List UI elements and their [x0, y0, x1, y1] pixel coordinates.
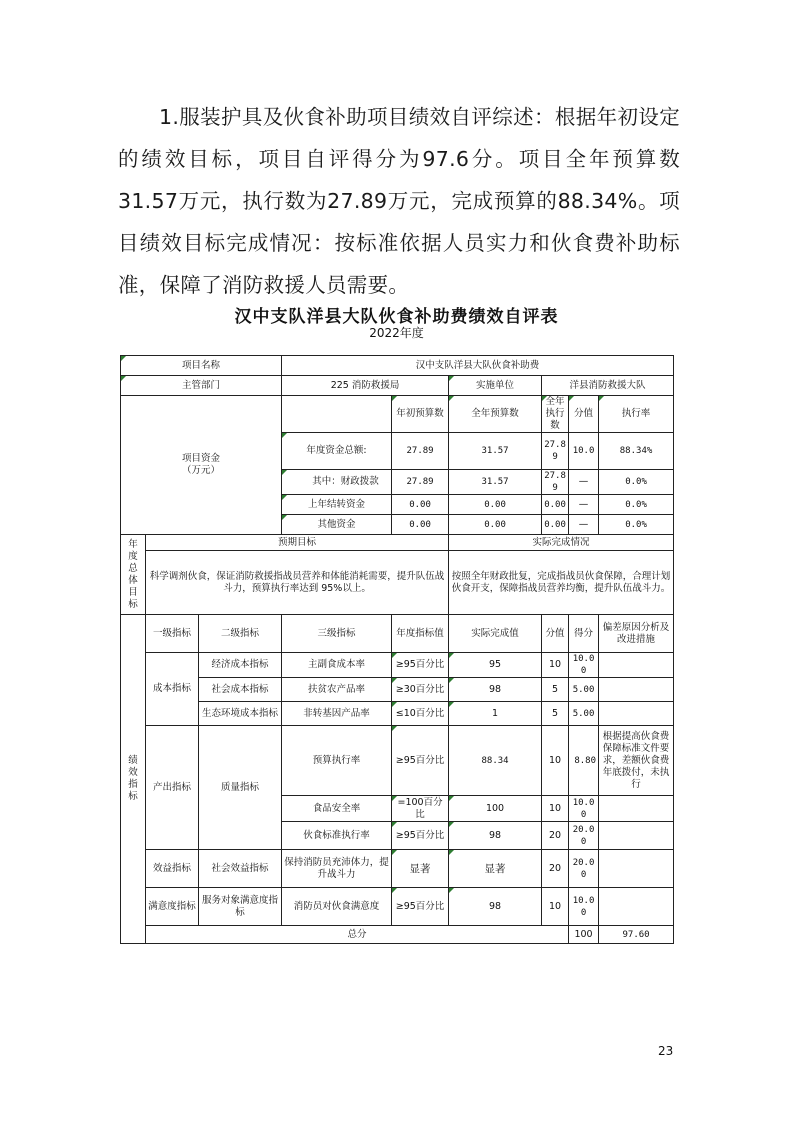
- funds-start: 0.00: [392, 515, 449, 535]
- impl-unit-value: 洋县消防救援大队: [542, 376, 674, 396]
- funds-value: —: [569, 515, 599, 535]
- note-cell: [599, 702, 674, 726]
- page-number: 23: [658, 1044, 674, 1058]
- score-cell: 10.00: [569, 653, 599, 678]
- target-cell: ≥95百分比: [392, 822, 449, 850]
- note-cell: [599, 796, 674, 822]
- funds-exec: 27.89: [542, 433, 569, 470]
- note-cell: [599, 822, 674, 850]
- funds-exec: 0.00: [542, 515, 569, 535]
- actual-status-text: 按照全年财政批复，完成指战员伙食保障，合理计划伙食开支，保障指战员营养均衡，提升队伍战斗力。: [449, 551, 674, 615]
- value-cell: 20: [542, 822, 569, 850]
- lvl2-cell: 社会成本指标: [199, 678, 282, 702]
- lvl1-output: 产出指标: [146, 726, 199, 850]
- target-cell: 显著: [392, 850, 449, 888]
- actual-cell: 100: [449, 796, 542, 822]
- score-cell: 10.00: [569, 888, 599, 926]
- funds-exec: 0.00: [542, 495, 569, 515]
- score-cell: 5.00: [569, 702, 599, 726]
- actual-cell: 显著: [449, 850, 542, 888]
- funds-exec: 27.89: [542, 470, 569, 495]
- note-cell: 根据提高伙食费保障标准文件要求，差额伙食费年底拨付，未执行: [599, 726, 674, 796]
- perf-indicator-label: 绩 效 指 标: [121, 615, 146, 944]
- project-name-label: 项目名称: [121, 356, 282, 376]
- funds-rate: 0.0%: [599, 495, 674, 515]
- value-cell: 10: [542, 653, 569, 678]
- table-title: 汉中支队洋县大队伙食补助费绩效自评表: [234, 307, 559, 327]
- evaluation-table: [120, 355, 674, 944]
- note-cell: [599, 850, 674, 888]
- annual-goal-label: 年 度 总 体 目 标: [121, 535, 146, 615]
- indicator-row: [121, 702, 674, 726]
- value-cell: 20: [542, 850, 569, 888]
- funds-row-label: 其他资金: [282, 515, 392, 535]
- score-cell: 20.00: [569, 850, 599, 888]
- col-exec-rate: 执行率: [599, 396, 674, 433]
- dept-row: [121, 376, 674, 396]
- actual-cell: 98: [449, 822, 542, 850]
- funds-start: 27.89: [392, 433, 449, 470]
- value-cell: 10: [542, 726, 569, 796]
- funds-header-row: [121, 396, 674, 433]
- lvl3-cell: 保持消防员充沛体力，提升战斗力: [282, 850, 392, 888]
- lvl3-cell: 预算执行率: [282, 726, 392, 796]
- actual-header: 实际完成值: [449, 615, 542, 653]
- goal-content-row: [121, 551, 674, 615]
- indicator-row: [121, 653, 674, 678]
- actual-cell: 88.34: [449, 726, 542, 796]
- target-cell: ≥30百分比: [392, 678, 449, 702]
- funds-row-label: 上年结转资金: [282, 495, 392, 515]
- lvl3-cell: 伙食标准执行率: [282, 822, 392, 850]
- lvl1-header: 一级指标: [146, 615, 199, 653]
- lvl2-cell: 社会效益指标: [199, 850, 282, 888]
- lvl2-header: 二级指标: [199, 615, 282, 653]
- lvl2-cell: 经济成本指标: [199, 653, 282, 678]
- funds-start: 0.00: [392, 495, 449, 515]
- note-cell: [599, 888, 674, 926]
- actual-cell: 98: [449, 678, 542, 702]
- score-cell: 5.00: [569, 678, 599, 702]
- funds-year: 31.57: [449, 470, 542, 495]
- indicator-row: [121, 726, 674, 796]
- funds-row-label: 其中：财政拨款: [282, 470, 392, 495]
- funds-year: 0.00: [449, 495, 542, 515]
- score-cell: 8.80: [569, 726, 599, 796]
- target-cell: =100百分比: [392, 796, 449, 822]
- value-cell: 5: [542, 702, 569, 726]
- col-budget-year: 全年预算数: [449, 396, 542, 433]
- lvl3-cell: 非转基因产品率: [282, 702, 392, 726]
- target-cell: ≥95百分比: [392, 653, 449, 678]
- lvl3-cell: 食品安全率: [282, 796, 392, 822]
- actual-cell: 98: [449, 888, 542, 926]
- target-cell: ≤10百分比: [392, 702, 449, 726]
- planned-goal-text: 科学调剂伙食，保证消防救援指战员营养和体能消耗需要，提升队伍战斗力，预算执行率达到 95%以上。: [146, 551, 449, 615]
- indicator-row: [121, 850, 674, 888]
- goal-header-row: [121, 535, 674, 551]
- lvl2-cell: 生态环境成本指标: [199, 702, 282, 726]
- value-cell: 10: [542, 796, 569, 822]
- funds-rate: 0.0%: [599, 470, 674, 495]
- col-exec-year: 全年执行数: [542, 396, 569, 433]
- impl-unit-label: 实施单位: [449, 376, 542, 396]
- intro-paragraph: 1.服装护具及伙食补助项目绩效自评综述：根据年初设定的绩效目标，项目自评得分为97.6分。项目全年预算数31.57万元，执行数为27.89万元，完成预算的88.34%。项目绩效目标完成情况：按标准依据人员实力和伙食费补助标准，保障了消防救援人员需要。: [118, 105, 680, 297]
- indicator-row: [121, 678, 674, 702]
- funds-value: 10.0: [569, 433, 599, 470]
- col-score-value: 分值: [569, 396, 599, 433]
- total-row: [121, 926, 674, 944]
- lvl2-cell: 服务对象满意度指标: [199, 888, 282, 926]
- planned-goal-label: 预期目标: [146, 535, 449, 551]
- lvl3-cell: 扶贫农产品率: [282, 678, 392, 702]
- lvl3-header: 三级指标: [282, 615, 392, 653]
- funds-header-blank: [282, 396, 392, 433]
- value-cell: 10: [542, 888, 569, 926]
- funds-rate: 88.34%: [599, 433, 674, 470]
- indicator-header-row: [121, 615, 674, 653]
- actual-cell: 1: [449, 702, 542, 726]
- total-value: 100: [569, 926, 599, 944]
- lvl3-cell: 消防员对伙食满意度: [282, 888, 392, 926]
- note-cell: [599, 653, 674, 678]
- score-cell: 10.00: [569, 796, 599, 822]
- funds-value: —: [569, 495, 599, 515]
- total-score: 97.60: [599, 926, 674, 944]
- project-name-value: 汉中支队洋县大队伙食补助费: [282, 356, 674, 376]
- indicator-row: [121, 888, 674, 926]
- funds-start: 27.89: [392, 470, 449, 495]
- target-cell: ≥95百分比: [392, 726, 449, 796]
- lvl1-benefit: 效益指标: [146, 850, 199, 888]
- dept-label: 主管部门: [121, 376, 282, 396]
- table-subtitle: 2022年度: [369, 326, 424, 340]
- lvl1-cost: 成本指标: [146, 653, 199, 726]
- dept-value: 225 消防救援局: [282, 376, 449, 396]
- funds-year: 0.00: [449, 515, 542, 535]
- actual-cell: 95: [449, 653, 542, 678]
- funds-rate: 0.0%: [599, 515, 674, 535]
- funds-row-label: 年度资金总额:: [282, 433, 392, 470]
- target-cell: ≥95百分比: [392, 888, 449, 926]
- lvl1-satisfaction: 满意度指标: [146, 888, 199, 926]
- lvl3-cell: 主副食成本率: [282, 653, 392, 678]
- lvl2-output: 质量指标: [199, 726, 282, 850]
- value-cell: 5: [542, 678, 569, 702]
- score-cell: 20.00: [569, 822, 599, 850]
- score-value-header: 分值: [542, 615, 569, 653]
- funds-label: 项目资金 （万元）: [121, 396, 282, 535]
- col-budget-start: 年初预算数: [392, 396, 449, 433]
- total-label: 总分: [146, 926, 569, 944]
- funds-year: 31.57: [449, 433, 542, 470]
- actual-status-label: 实际完成情况: [449, 535, 674, 551]
- funds-value: —: [569, 470, 599, 495]
- deviation-header: 偏差原因分析及改进措施: [599, 615, 674, 653]
- score-header: 得分: [569, 615, 599, 653]
- project-name-row: [121, 356, 674, 376]
- target-header: 年度指标值: [392, 615, 449, 653]
- note-cell: [599, 678, 674, 702]
